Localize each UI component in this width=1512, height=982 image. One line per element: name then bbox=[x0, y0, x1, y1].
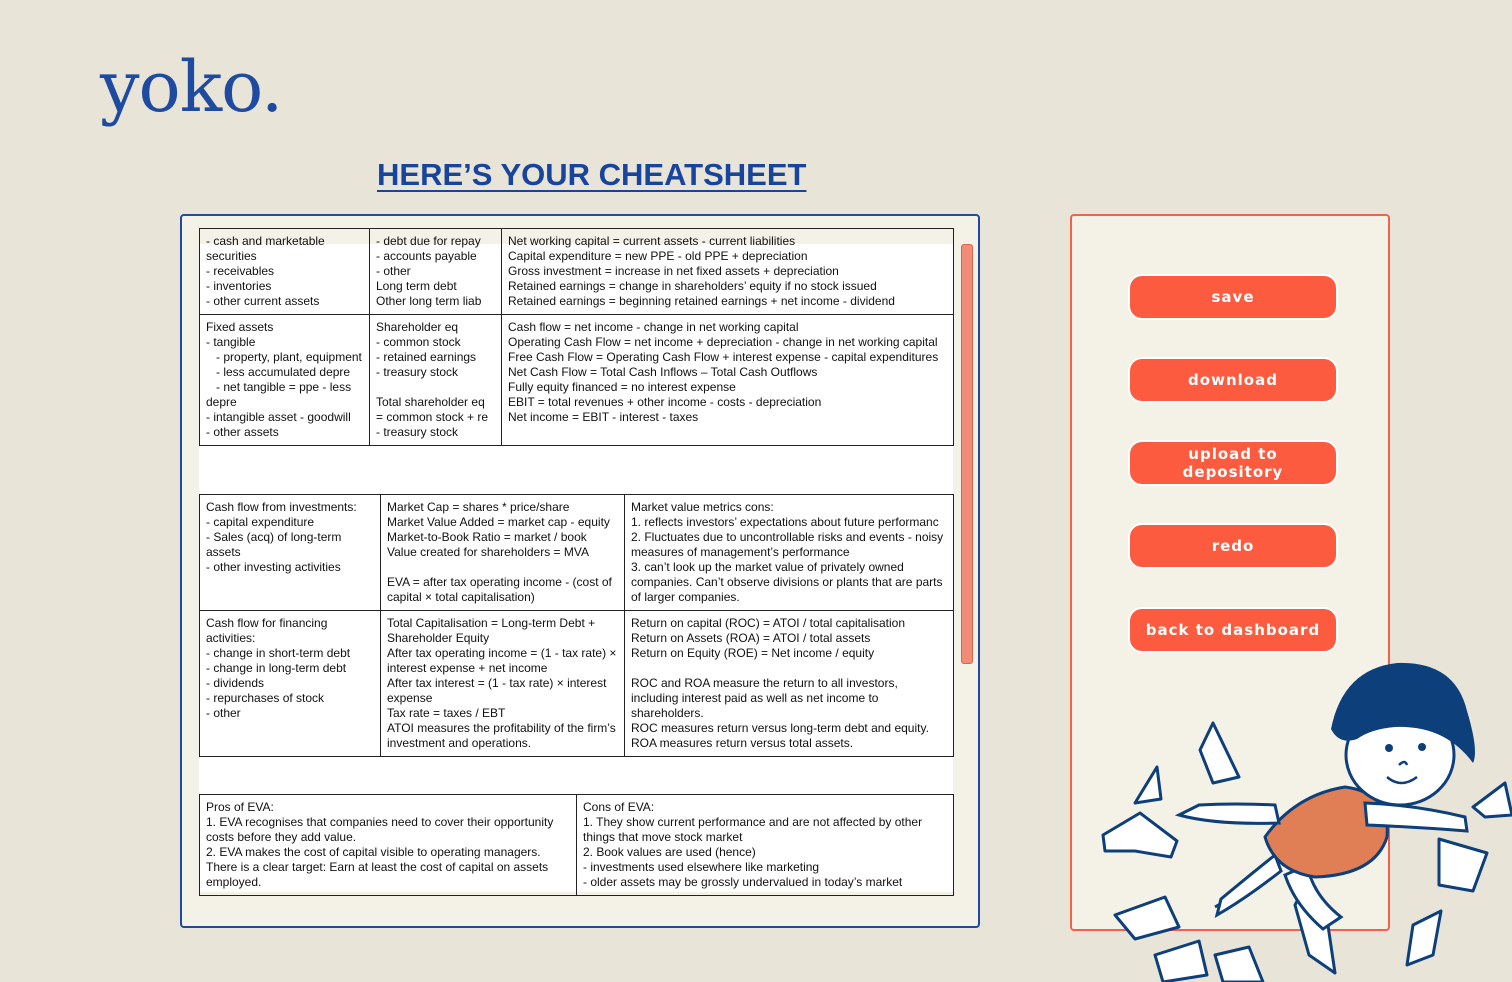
table-cell bbox=[502, 315, 954, 446]
paper-sheet-icon bbox=[1439, 839, 1487, 891]
cell-line: - less accumulated depre bbox=[206, 365, 351, 379]
cell-line: securities bbox=[206, 249, 257, 263]
cell-line: 1. reflects investors’ expectations about future performanc bbox=[631, 515, 939, 529]
cell-line: - investments used elsewhere like marketing bbox=[583, 860, 820, 874]
table-cell bbox=[200, 229, 370, 315]
cheatsheet-table-cashflow bbox=[199, 494, 954, 757]
cell-line: - tangible bbox=[206, 335, 256, 349]
cell-line: Market Value Added = market cap - equity bbox=[387, 515, 610, 529]
cheatsheet-document bbox=[199, 234, 953, 892]
cell-line: - intangible asset - goodwill bbox=[206, 410, 351, 424]
table-cell bbox=[381, 611, 625, 757]
cell-line: Total shareholder eq = common stock + re - treasury stock bbox=[376, 395, 492, 439]
cell-line: EBIT = total revenues + other income - costs - depreciation bbox=[508, 395, 822, 409]
table-row bbox=[200, 495, 954, 611]
cell-line: - change in long-term debt bbox=[206, 661, 347, 675]
scrollbar-thumb[interactable] bbox=[961, 244, 973, 664]
cell-line: Retained earnings = change in shareholders’ equity if no stock issued bbox=[508, 279, 877, 293]
table-row bbox=[200, 795, 954, 896]
back-to-dashboard-button[interactable]: back to dashboard bbox=[1130, 609, 1336, 651]
cell-line: - property, plant, equipment bbox=[206, 350, 362, 364]
paper-sheet-icon bbox=[1473, 783, 1512, 817]
table-row bbox=[200, 315, 954, 446]
cell-line: Retained earnings = beginning retained earnings + net income - dividend bbox=[508, 294, 895, 308]
table-cell bbox=[502, 229, 954, 315]
cell-line: Capital expenditure = new PPE - old PPE + depreciation bbox=[508, 249, 808, 263]
cell-line: - older assets may be grossly undervalued in today’s market bbox=[583, 875, 903, 889]
cell-line: - retained earnings bbox=[376, 350, 477, 364]
cell-line: After tax interest = (1 - tax rate) × interest expense bbox=[387, 676, 610, 705]
cheatsheet-table-eva bbox=[199, 794, 954, 896]
cell-line bbox=[376, 380, 495, 395]
save-button[interactable]: save bbox=[1130, 276, 1336, 318]
cell-line: - inventories bbox=[206, 279, 272, 293]
cell-line: - accounts payable bbox=[376, 249, 477, 263]
cell-line: Cash flow from investments: bbox=[206, 500, 357, 514]
cell-line: 1. They show current performance and are not affected by other things that move stock market bbox=[583, 815, 926, 844]
table-row bbox=[200, 611, 954, 757]
cell-line: - other current assets bbox=[206, 294, 320, 308]
cell-line: Cash flow = net income - change in net working capital bbox=[508, 320, 799, 334]
cell-line: Long term debt bbox=[376, 279, 457, 293]
table-cell bbox=[200, 315, 370, 446]
cell-line: Market-to-Book Ratio = market / book bbox=[387, 530, 587, 544]
cell-line: - cash and marketable bbox=[206, 234, 325, 248]
cell-line: - other assets bbox=[206, 425, 279, 439]
cell-line: Fixed assets bbox=[206, 320, 274, 334]
cell-line: - receivables bbox=[206, 264, 275, 278]
cell-line: ATOI measures the profitability of the firm’s investment and operations. bbox=[387, 721, 620, 750]
cell-line: 2. Book values are used (hence) bbox=[583, 845, 756, 859]
paper-sheet-icon bbox=[1407, 911, 1441, 965]
cell-line: Return on Assets (ROA) = ATOI / total assets bbox=[631, 631, 871, 645]
cell-line: - dividends bbox=[206, 676, 265, 690]
download-button[interactable]: download bbox=[1130, 359, 1336, 401]
cell-line: - change in short-term debt bbox=[206, 646, 351, 660]
mascot-illustration bbox=[1095, 655, 1512, 982]
cell-line: Shareholder eq bbox=[376, 320, 459, 334]
page-title: HERE’S YOUR CHEATSHEET bbox=[377, 157, 807, 192]
cell-line: EVA = after tax operating income - (cost of capital × total capitalisation) bbox=[387, 575, 616, 604]
cell-line: Free Cash Flow = Operating Cash Flow + interest expense - capital expenditures bbox=[508, 350, 939, 364]
cell-line: Value created for shareholders = MVA bbox=[387, 545, 589, 559]
table-cell bbox=[577, 795, 954, 896]
paper-sheet-icon bbox=[1103, 813, 1177, 857]
cell-line: - treasury stock bbox=[376, 365, 459, 379]
paper-sheet-icon bbox=[1215, 947, 1263, 982]
table-cell bbox=[381, 495, 625, 611]
cell-line: Other long term liab bbox=[376, 294, 482, 308]
cell-line: Net income = EBIT - interest - taxes bbox=[508, 410, 699, 424]
cell-line: ROC and ROA measure the return to all investors, including interest paid as well as net income to shareholders. bbox=[631, 676, 902, 720]
cell-line: Market Cap = shares * price/share bbox=[387, 500, 570, 514]
cell-line: - common stock bbox=[376, 335, 461, 349]
cell-line: - other bbox=[376, 264, 411, 278]
cell-line: 1. EVA recognises that companies need to cover their opportunity costs before they add value. bbox=[206, 815, 557, 844]
table-cell bbox=[200, 795, 577, 896]
cell-line: Operating Cash Flow = net income + depreciation - change in net working capital bbox=[508, 335, 938, 349]
table-cell bbox=[625, 611, 954, 757]
paper-sheet-icon bbox=[1200, 723, 1239, 783]
cheatsheet-viewer[interactable] bbox=[180, 214, 980, 928]
cell-line: Cash flow for financing activities: bbox=[206, 616, 331, 645]
app-logo[interactable]: yoko. bbox=[100, 46, 283, 128]
cell-line: Gross investment = increase in net fixed assets + depreciation bbox=[508, 264, 839, 278]
cell-line: 2. EVA makes the cost of capital visible to operating managers. There is a clear target: Earn at least the cost of capital on assets employed. bbox=[206, 845, 552, 889]
cell-line: Total Capitalisation = Long-term Debt + Shareholder Equity bbox=[387, 616, 599, 645]
cell-line: Net Cash Flow = Total Cash Inflows – Total Cash Outflows bbox=[508, 365, 818, 379]
table-cell bbox=[200, 495, 381, 611]
cell-line: - other investing activities bbox=[206, 560, 341, 574]
cell-line: Net working capital = current assets - current liabilities bbox=[508, 234, 796, 248]
cell-line: ROA measures return versus total assets. bbox=[631, 736, 854, 750]
cell-line: - net tangible = ppe - less depre bbox=[206, 380, 355, 409]
cell-line: Cons of EVA: bbox=[583, 800, 655, 814]
table-cell bbox=[625, 495, 954, 611]
table-row bbox=[200, 229, 954, 315]
cell-line: Return on capital (ROC) = ATOI / total capitalisation bbox=[631, 616, 906, 630]
paper-sheet-icon bbox=[1135, 767, 1161, 803]
upload-to-depository-button[interactable]: upload to depository bbox=[1130, 442, 1336, 484]
redo-button[interactable]: redo bbox=[1130, 525, 1336, 567]
cell-line: - other bbox=[206, 706, 241, 720]
cell-line: - debt due for repay bbox=[376, 234, 481, 248]
cell-line bbox=[387, 560, 618, 575]
cell-line: Pros of EVA: bbox=[206, 800, 274, 814]
cell-line: 2. Fluctuates due to uncontrollable risks and events - noisy measures of management’s performance bbox=[631, 530, 947, 559]
cell-line: Tax rate = taxes / EBT bbox=[387, 706, 506, 720]
cell-line: - repurchases of stock bbox=[206, 691, 325, 705]
cell-line bbox=[631, 661, 947, 676]
cheatsheet-table-balance bbox=[199, 228, 954, 446]
paper-sheet-icon bbox=[1155, 941, 1207, 982]
cell-line: Market value metrics cons: bbox=[631, 500, 774, 514]
table-cell bbox=[200, 611, 381, 757]
cell-line: Fully equity financed = no interest expense bbox=[508, 380, 736, 394]
table-cell bbox=[370, 229, 502, 315]
paper-sheet-icon bbox=[1115, 897, 1179, 939]
table-cell bbox=[370, 315, 502, 446]
cell-line: Return on Equity (ROE) = Net income / equity bbox=[631, 646, 875, 660]
cell-line: ROC measures return versus long-term debt and equity. bbox=[631, 721, 929, 735]
cell-line: - Sales (acq) of long-term assets bbox=[206, 530, 345, 559]
cell-line: 3. can’t look up the market value of privately owned companies. Can’t observe divisions or plants that are parts of larger companies. bbox=[631, 560, 946, 604]
cell-line: After tax operating income = (1 - tax rate) × interest expense + net income bbox=[387, 646, 620, 675]
cell-line: - capital expenditure bbox=[206, 515, 315, 529]
